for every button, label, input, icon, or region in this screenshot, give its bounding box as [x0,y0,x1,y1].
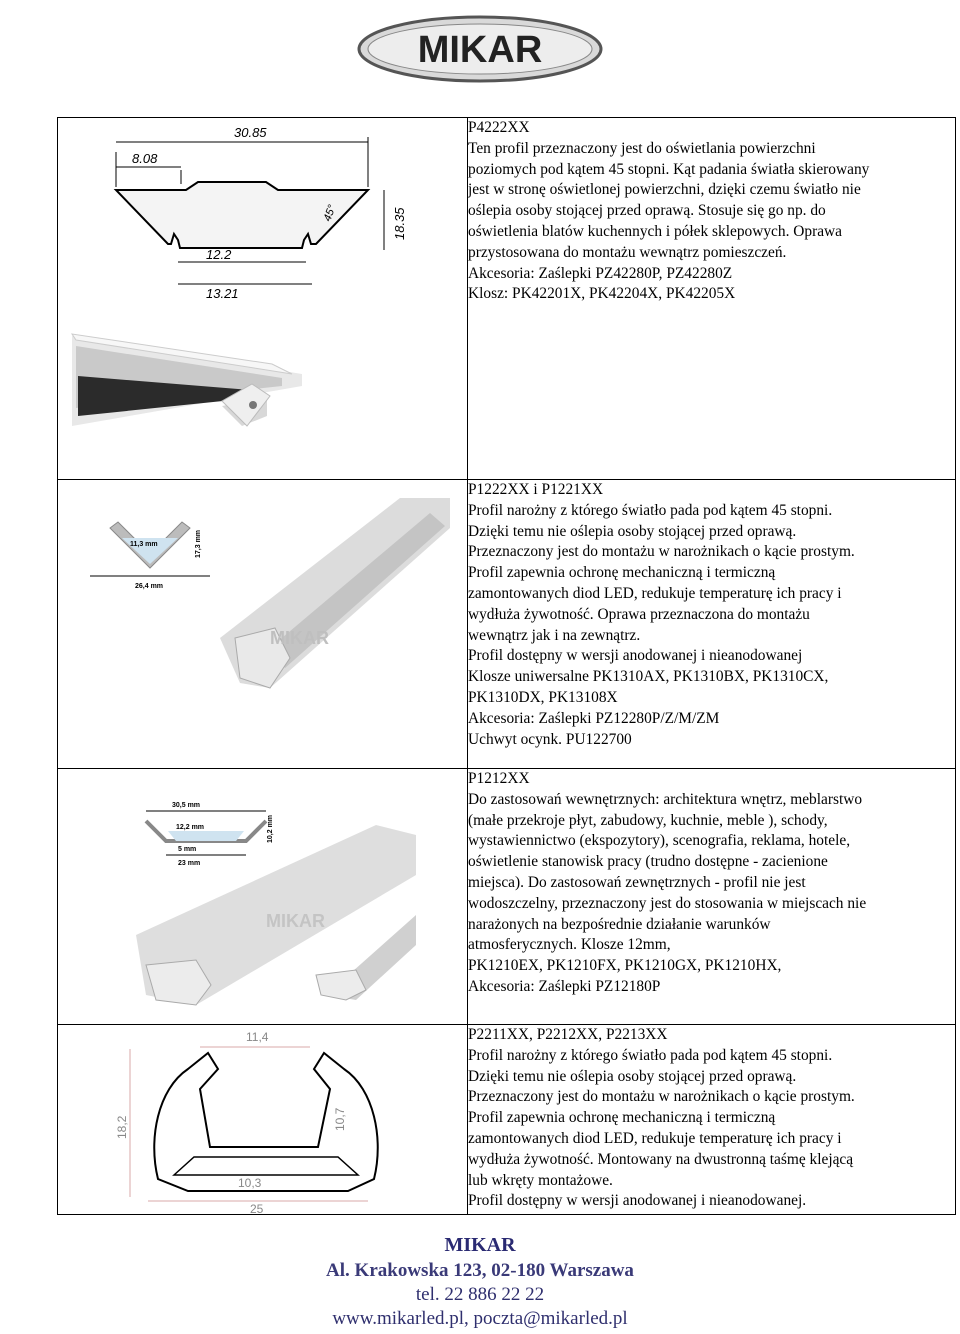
text-line: wodoszczelny, przeznaczony jest do stosowania w miejscach nie [468,894,867,912]
text-line: wydłuża żywotność. Oprawa przeznaczona do montażu [468,605,810,623]
svg-text:5 mm: 5 mm [178,846,197,853]
accessories-line: Akcesoria: Zaślepki PZ12180P [468,977,661,995]
diffuser-line: Klosze uniwersalne PK1310AX, PK1310BX, PK1310CX, [468,668,829,686]
diffuser-line: Klosz: PK42201X, PK42204X, PK42205X [468,285,736,303]
text-line: Ten profil przeznaczony jest do oświetlania powierzchni [468,139,816,157]
diffuser-line: PK1210EX, PK1210FX, PK1210GX, PK1210HX, [468,957,782,975]
svg-text:MIKAR: MIKAR [270,628,329,648]
svg-text:23 mm: 23 mm [178,860,201,867]
text-line: Profil zapewnia ochronę mechaniczną i termiczną [468,564,776,582]
svg-text:17,3 mm: 17,3 mm [195,529,202,558]
text-line: zamontowanych diod LED, redukuje temperaturę ich pracy i [468,584,842,602]
footer-address: Al. Krakowska 123, 02-180 Warszawa [326,1260,634,1281]
text-line: lub wkręty montażowe. [468,1171,613,1189]
svg-text:12.2: 12.2 [206,247,232,262]
svg-text:8.08: 8.08 [132,151,158,166]
svg-text:10,7: 10,7 [333,1107,347,1131]
diffuser-line: atmosferycznych. Klosze 12mm, [468,936,671,954]
svg-text:25: 25 [250,1202,264,1216]
svg-text:18.35: 18.35 [392,207,407,240]
product-description [468,769,956,1025]
svg-text:11,3 mm: 11,3 mm [130,541,158,548]
svg-text:MIKAR: MIKAR [417,29,543,71]
svg-text:26,4 mm: 26,4 mm [135,583,164,590]
text-line: Dzięki temu nie oślepia osoby stojącej przed oprawą. [468,522,797,540]
text-line: Do zastosowań wewnętrznych: architektura wnętrz, meblarstwo [468,790,863,808]
profile-drawing-p4222 [106,122,426,312]
product-description [468,118,956,480]
product-code: P1212XX [468,770,530,787]
text-line: Przeznaczony jest do montażu w narożnikach o kącie prostym. [468,1088,855,1106]
svg-text:18,2: 18,2 [115,1115,129,1139]
profile-drawing-p2211 [115,1029,418,1216]
svg-text:MIKAR: MIKAR [266,911,325,931]
svg-text:30.85: 30.85 [234,125,267,140]
diffuser-line: PK1310DX, PK13108X [468,688,618,706]
profile-photo-p4222 [72,316,332,446]
svg-text:10,2 mm: 10,2 mm [267,814,274,843]
text-line: wewnątrz jak i na zewnątrz. [468,626,641,644]
text-line: Dzięki temu nie oślepia osoby stojącej przed oprawą. [468,1067,797,1085]
profile-photo-p1222 [70,498,450,698]
text-line: Profil zapewnia ochronę mechaniczną i termiczną [468,1109,776,1127]
accessories-line: Akcesoria: Zaślepki PZ42280P, PZ42280Z [468,264,733,282]
svg-text:10,3: 10,3 [238,1176,262,1190]
svg-text:45°: 45° [321,203,339,224]
svg-text:30,5 mm: 30,5 mm [172,802,201,809]
product-row [58,769,956,1025]
product-row [58,118,956,480]
text-line: (małe przekroje płyt, zabudowy, kuchnie, meble ), schody, [468,811,828,829]
text-line: zamontowanych diod LED, redukuje temperaturę ich pracy i [468,1129,842,1147]
text-line: Profil dostępny w wersji anodowanej i nieanodowanej. [468,1192,807,1210]
product-code: P2211XX, P2212XX, P2213XX [468,1026,668,1043]
text-line: jest w stronę oświetlonej powierzchni, dzięki czemu światło nie [468,181,861,199]
product-table [57,117,956,1215]
text-line: oślepia osoby stojącej przed oprawą. Stosuje się go np. do [468,202,826,220]
product-row [58,480,956,769]
text-line: Przeznaczony jest do montażu w narożnikach o kącie prostym. [468,543,855,561]
product-description [468,1025,956,1215]
product-code: P4222XX [468,119,530,136]
footer-phone: tel. 22 886 22 22 [415,1284,545,1305]
holder-line: Uchwyt ocynk. PU122700 [468,730,632,748]
footer-web: www.mikarled.pl, poczta@mikarled.pl [332,1308,628,1329]
text-line: oświetlenie stanowisk pracy (trudno dostępne - zacienione [468,853,828,871]
profile-photo-p1212 [116,795,416,1017]
text-line: wystawiennictwo (ekspozytory), scenografia, reklama, hotele, [468,832,851,850]
product-description [468,480,956,769]
mikar-logo [356,14,604,84]
product-row [58,1025,956,1215]
text-line: Profil narożny z którego światło pada pod kątem 45 stopni. [468,1046,833,1064]
text-line: narażonych na bezpośrednie działanie warunków [468,915,771,933]
svg-text:13.21: 13.21 [206,286,239,301]
svg-text:11,4: 11,4 [246,1030,269,1044]
product-image-cell [58,118,468,480]
text-line: Profil narożny z którego światło pada pod kątem 45 stopni. [468,501,833,519]
text-line: oświetlenia blatów kuchennych i półek sklepowych. Oprawa [468,222,842,240]
product-code: P1222XX i P1221XX [468,481,604,498]
text-line: miejsca). Do zastosowań zewnętrznych - profil nie jest [468,873,806,891]
accessories-line: Akcesoria: Zaślepki PZ12280P/Z/M/ZM [468,709,720,727]
product-image-cell [58,480,468,769]
text-line: Profil dostępny w wersji anodowanej i nieanodowanej [468,647,803,665]
footer-company: MIKAR [444,1234,516,1256]
text-line: poziomych pod kątem 45 stopni. Kąt padania światła skierowany [468,160,870,178]
product-image-cell [58,1025,468,1215]
text-line: wydłuża żywotność. Montowany na dwustronną taśmę klejącą [468,1150,854,1168]
svg-text:12,2 mm: 12,2 mm [176,824,205,831]
text-line: przystosowana do montażu wewnątrz pomieszczeń. [468,243,787,261]
product-image-cell [58,769,468,1025]
